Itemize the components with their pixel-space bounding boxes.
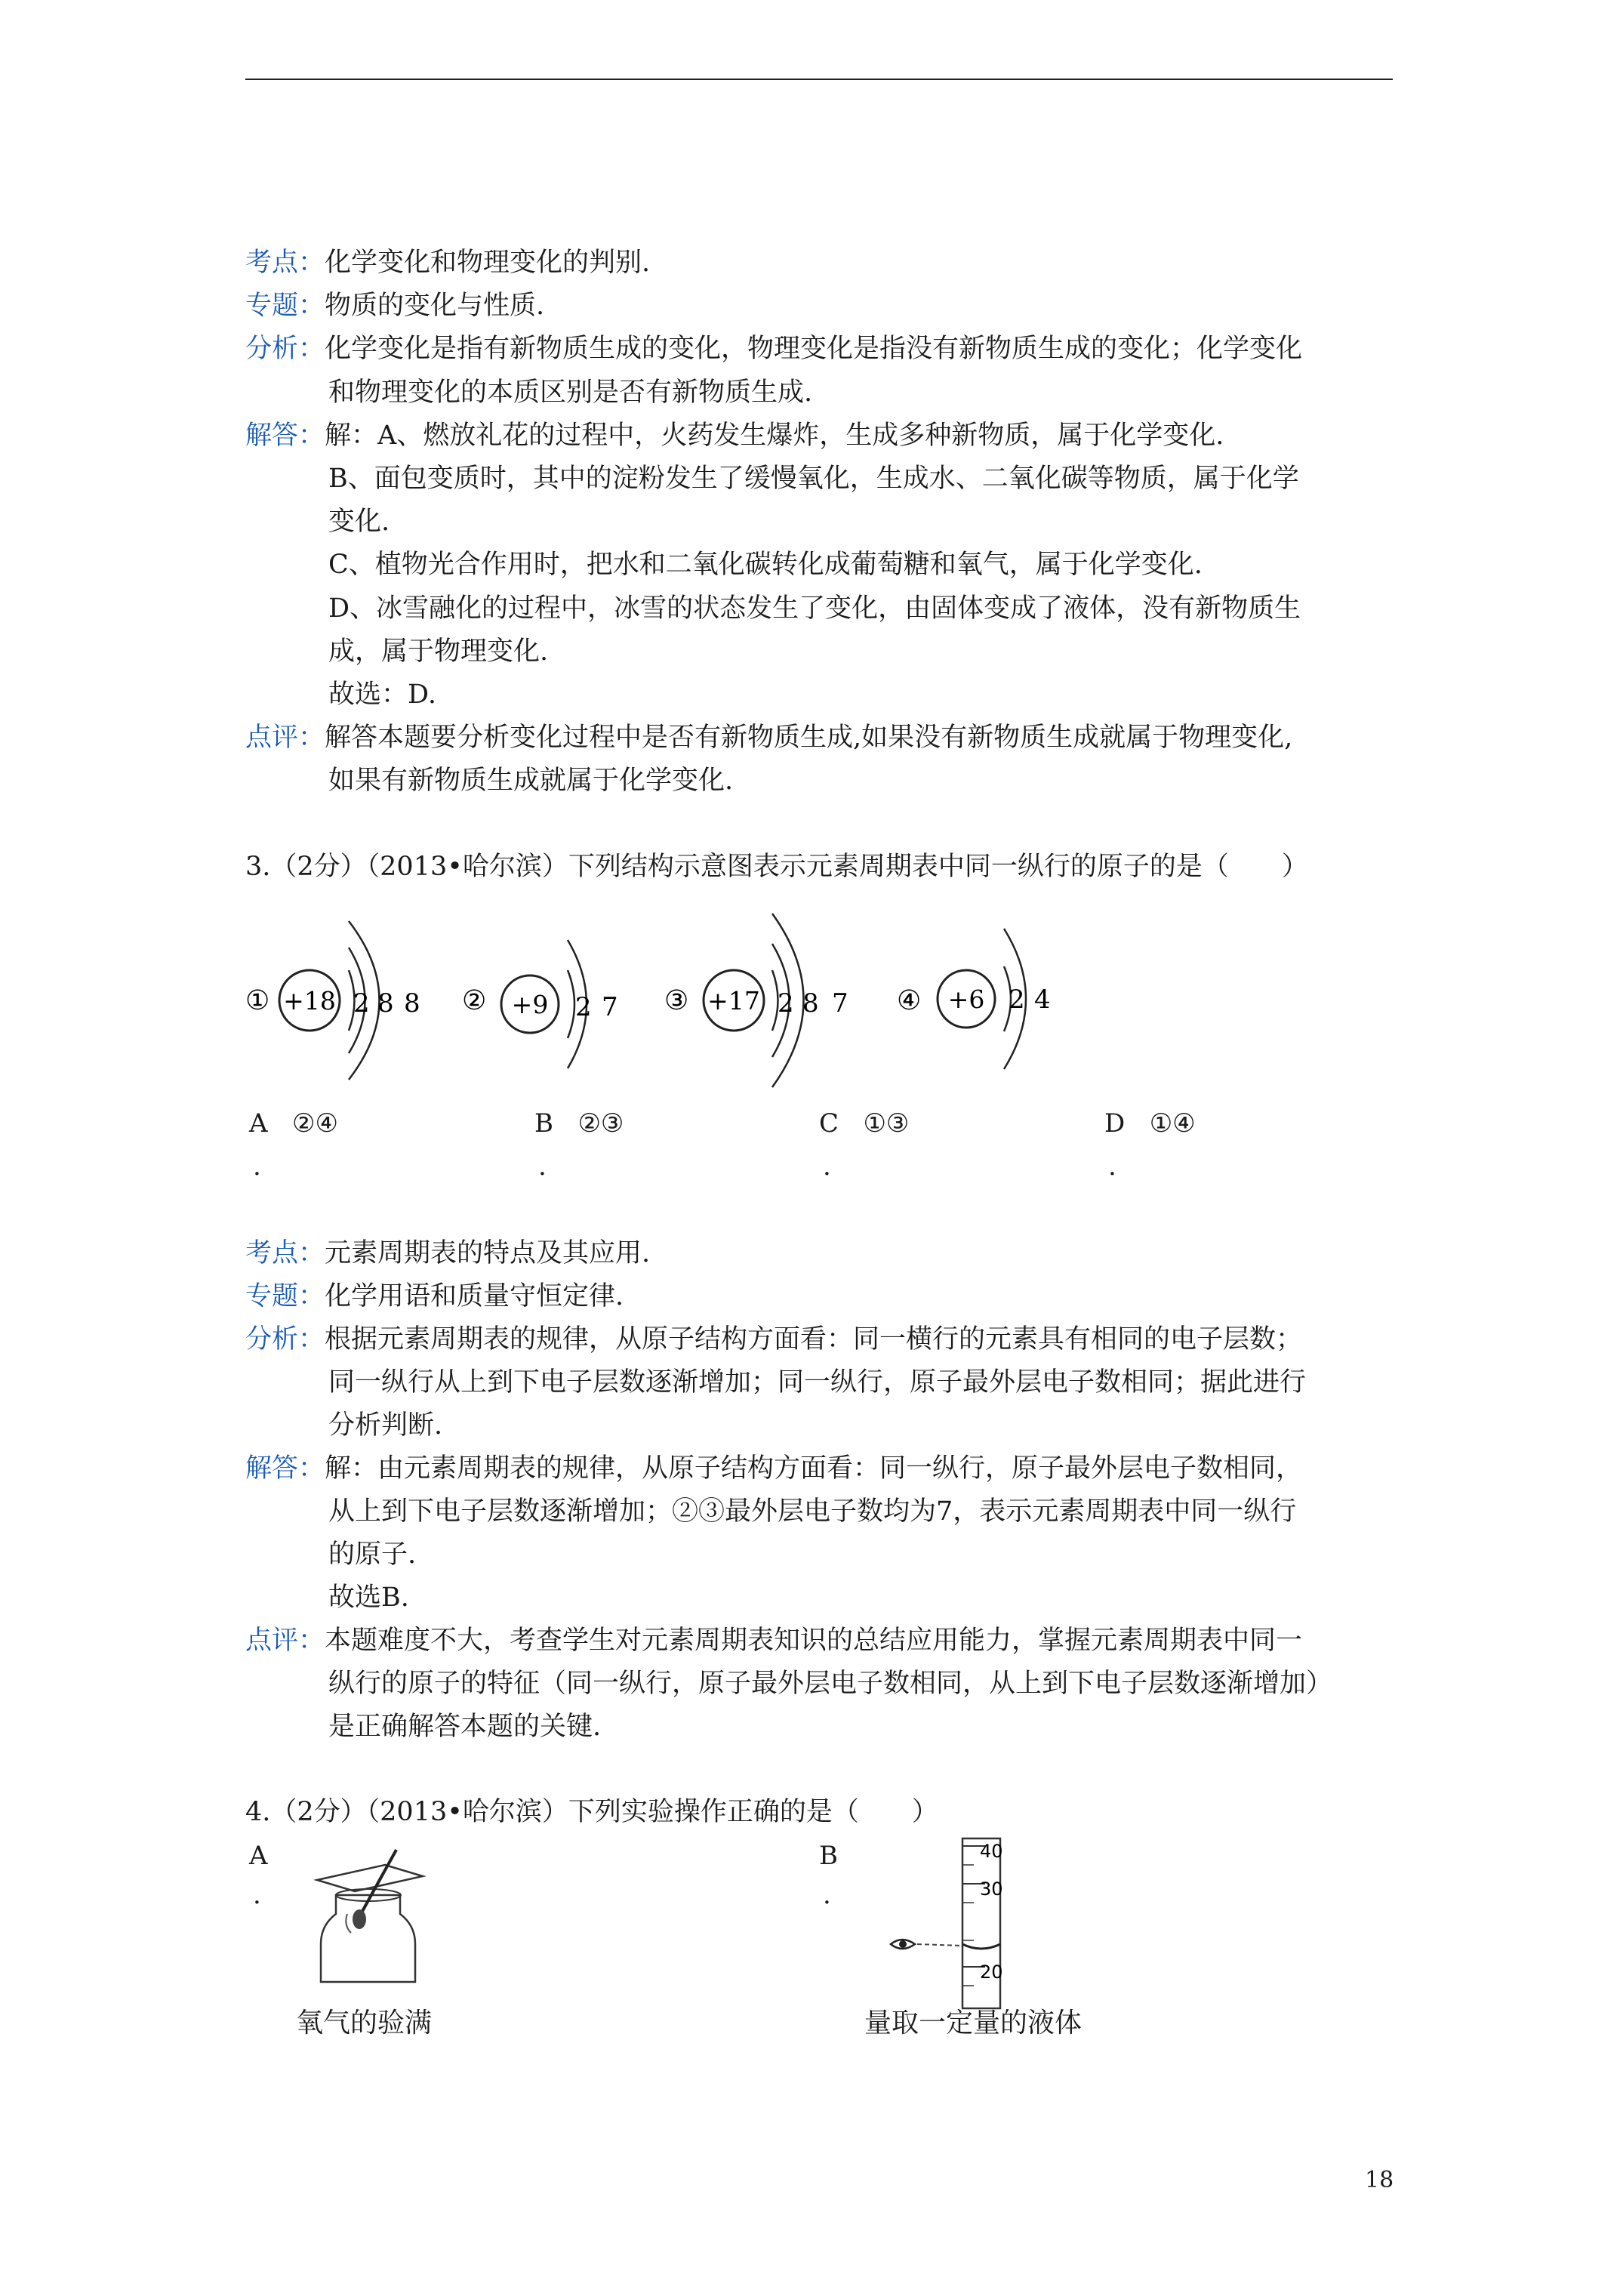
fenxi-line: 化学变化是指有新物质生成的变化，物理变化是指没有新物质生成的变化；化学变化 [325,334,1303,364]
q4-option-b-letter[interactable]: B [819,1841,838,1871]
jieda-label: 解答 [245,1453,299,1484]
jieda-line: 成，属于物理变化. [328,636,549,667]
scale-label: 20 [980,1962,1003,1983]
shell-electrons: 2 [353,988,370,1019]
jieda-line: C、植物光合作用时，把水和二氧化碳转化成葡萄糖和氧气，属于化学变化. [328,550,1203,580]
option-dot: . [253,1151,261,1182]
zhuanti-label: 专题 [245,1281,299,1311]
fenxi-label: 分析 [245,1324,299,1354]
option-a[interactable] [249,1108,338,1139]
scale-label: 40 [980,1841,1003,1862]
q4-option-a-caption: 氧气的验满 [296,2008,433,2039]
option-b[interactable] [534,1108,624,1139]
option-text: ②④ [292,1108,338,1139]
kaodian-text: 元素周期表的特点及其应用. [325,1238,651,1268]
graduated-cylinder-illustration [883,1831,1064,2020]
atom-index: ① [245,985,270,1016]
shell-electrons: 2 [575,992,592,1022]
nucleus-label: +9 [511,990,549,1019]
q3-dianping: 点评：本题难度不大，考查学生对元素周期表知识的总结应用能力，掌握元素周期表中同一 [245,1626,1303,1656]
jieda-line: D、冰雪融化的过程中，冰雪的状态发生了变化，由固体变成了液体，没有新物质生 [328,593,1301,624]
option-dot: . [1108,1151,1116,1182]
atom-index: ③ [664,985,689,1016]
jieda-line: 从上到下电子层数逐渐增加；②③最外层电子数均为7，表示元素周期表中同一纵行 [328,1496,1297,1527]
atom-index: ④ [897,985,922,1016]
shell-electrons: 2 [778,988,794,1019]
shell-electrons: 4 [1034,985,1051,1015]
scale-label: 30 [980,1878,1003,1900]
option-text: ②③ [577,1108,624,1139]
dianping-line: 本题难度不大，考查学生对元素周期表知识的总结应用能力，掌握元素周期表中同一 [325,1626,1303,1656]
q4-option-a-letter[interactable]: A [249,1841,268,1871]
q2-kaodian: 考点：化学变化和物理变化的判别. [245,248,651,278]
header-rule [245,79,1393,80]
shell-electrons: 8 [377,988,394,1019]
dianping-label: 点评 [245,1626,299,1656]
option-dot: . [253,1880,261,1910]
q4-option-b-caption: 量取一定量的液体 [864,2008,1083,2039]
zhuanti-label: 专题 [245,291,299,321]
atom-diagram-3 [664,898,861,1102]
q2-dianping: 点评：解答本题要分析变化过程中是否有新物质生成,如果没有新物质生成就属于物理变化, [245,723,1293,753]
option-text: ①④ [1149,1108,1196,1139]
kaodian-label: 考点 [245,248,299,278]
kaodian-label: 考点 [245,1238,299,1268]
fenxi-line: 同一纵行从上到下电子层数逐渐增加；同一纵行，原子最外层电子数相同；据此进行 [328,1367,1307,1398]
shell-electrons: 8 [802,988,819,1019]
fenxi-line: 分析判断. [328,1410,443,1441]
option-dot: . [823,1880,831,1910]
oxygen-jar-illustration [302,1842,430,1993]
page-number: 18 [1365,2167,1394,2193]
fenxi-line: 根据元素周期表的规律，从原子结构方面看：同一横行的元素具有相同的电子层数； [325,1324,1303,1354]
zhuanti-text: 化学用语和质量守恒定律. [325,1281,624,1311]
option-letter: B [534,1108,553,1139]
q3-jieda: 解答：解：由元素周期表的规律，从原子结构方面看：同一纵行，原子最外层电子数相同， [245,1453,1303,1484]
dianping-line: 是正确解答本题的关键. [328,1712,602,1742]
atom-diagram-1 [245,898,434,1102]
jieda-line: 的原子. [328,1539,417,1570]
jieda-line: 解：由元素周期表的规律，从原子结构方面看：同一纵行，原子最外层电子数相同， [325,1453,1303,1484]
fenxi-label: 分析 [245,334,299,364]
q2-fenxi: 分析：化学变化是指有新物质生成的变化，物理变化是指没有新物质生成的变化；化学变化 [245,334,1303,364]
q3-stem: 3.（2分）（2013•哈尔滨）下列结构示意图表示元素周期表中同一纵行的原子的是（ ） [245,852,1308,882]
dianping-line: 纵行的原子的特征（同一纵行，原子最外层电子数相同，从上到下电子层数逐渐增加） [328,1669,1333,1699]
dianping-label: 点评 [245,723,299,753]
jieda-line: 解：A、燃放礼花的过程中，火药发生爆炸，生成多种新物质，属于化学变化. [325,421,1224,451]
atom-diagram-4 [897,898,1070,1102]
shell-electrons: 2 [1009,985,1025,1015]
zhuanti-text: 物质的变化与性质. [325,291,545,321]
atom-index: ② [462,985,487,1016]
shell-electrons: 7 [832,988,848,1019]
shell-electrons: 8 [404,988,420,1019]
q3-fenxi: 分析：根据元素周期表的规律，从原子结构方面看：同一横行的元素具有相同的电子层数； [245,1324,1303,1354]
q4-stem: 4.（2分）（2013•哈尔滨）下列实验操作正确的是（ ） [245,1797,938,1827]
jieda-line: B、面包变质时，其中的淀粉发生了缓慢氧化，生成水、二氧化碳等物质，属于化学 [328,464,1299,494]
jieda-line: 故选B. [328,1583,409,1613]
jieda-label: 解答 [245,421,299,451]
jieda-line: 变化. [328,507,390,537]
fenxi-line: 和物理变化的本质区别是否有新物质生成. [328,378,813,408]
option-dot: . [538,1151,547,1182]
nucleus-label: +18 [283,986,336,1015]
dianping-line: 解答本题要分析变化过程中是否有新物质生成,如果没有新物质生成就属于物理变化, [325,723,1293,753]
option-c[interactable] [819,1108,909,1139]
q2-zhuanti: 专题：物质的变化与性质. [245,291,545,321]
q3-zhuanti: 专题：化学用语和质量守恒定律. [245,1281,624,1311]
q3-kaodian: 考点：元素周期表的特点及其应用. [245,1238,651,1268]
kaodian-text: 化学变化和物理变化的判别. [325,248,651,278]
q2-jieda: 解答：解：A、燃放礼花的过程中，火药发生爆炸，生成多种新物质，属于化学变化. [245,421,1224,451]
option-text: ①③ [863,1108,910,1139]
option-dot: . [823,1151,831,1182]
option-letter: D [1104,1108,1126,1139]
nucleus-label: +17 [707,986,760,1015]
atom-diagram-2 [462,898,636,1102]
nucleus-label: +6 [947,985,985,1014]
option-letter: A [249,1108,268,1139]
option-d[interactable] [1104,1108,1196,1139]
jieda-line: 故选：D. [328,680,436,710]
shell-electrons: 7 [602,992,618,1022]
option-letter: C [819,1108,839,1139]
dianping-line: 如果有新物质生成就属于化学变化. [328,766,734,796]
